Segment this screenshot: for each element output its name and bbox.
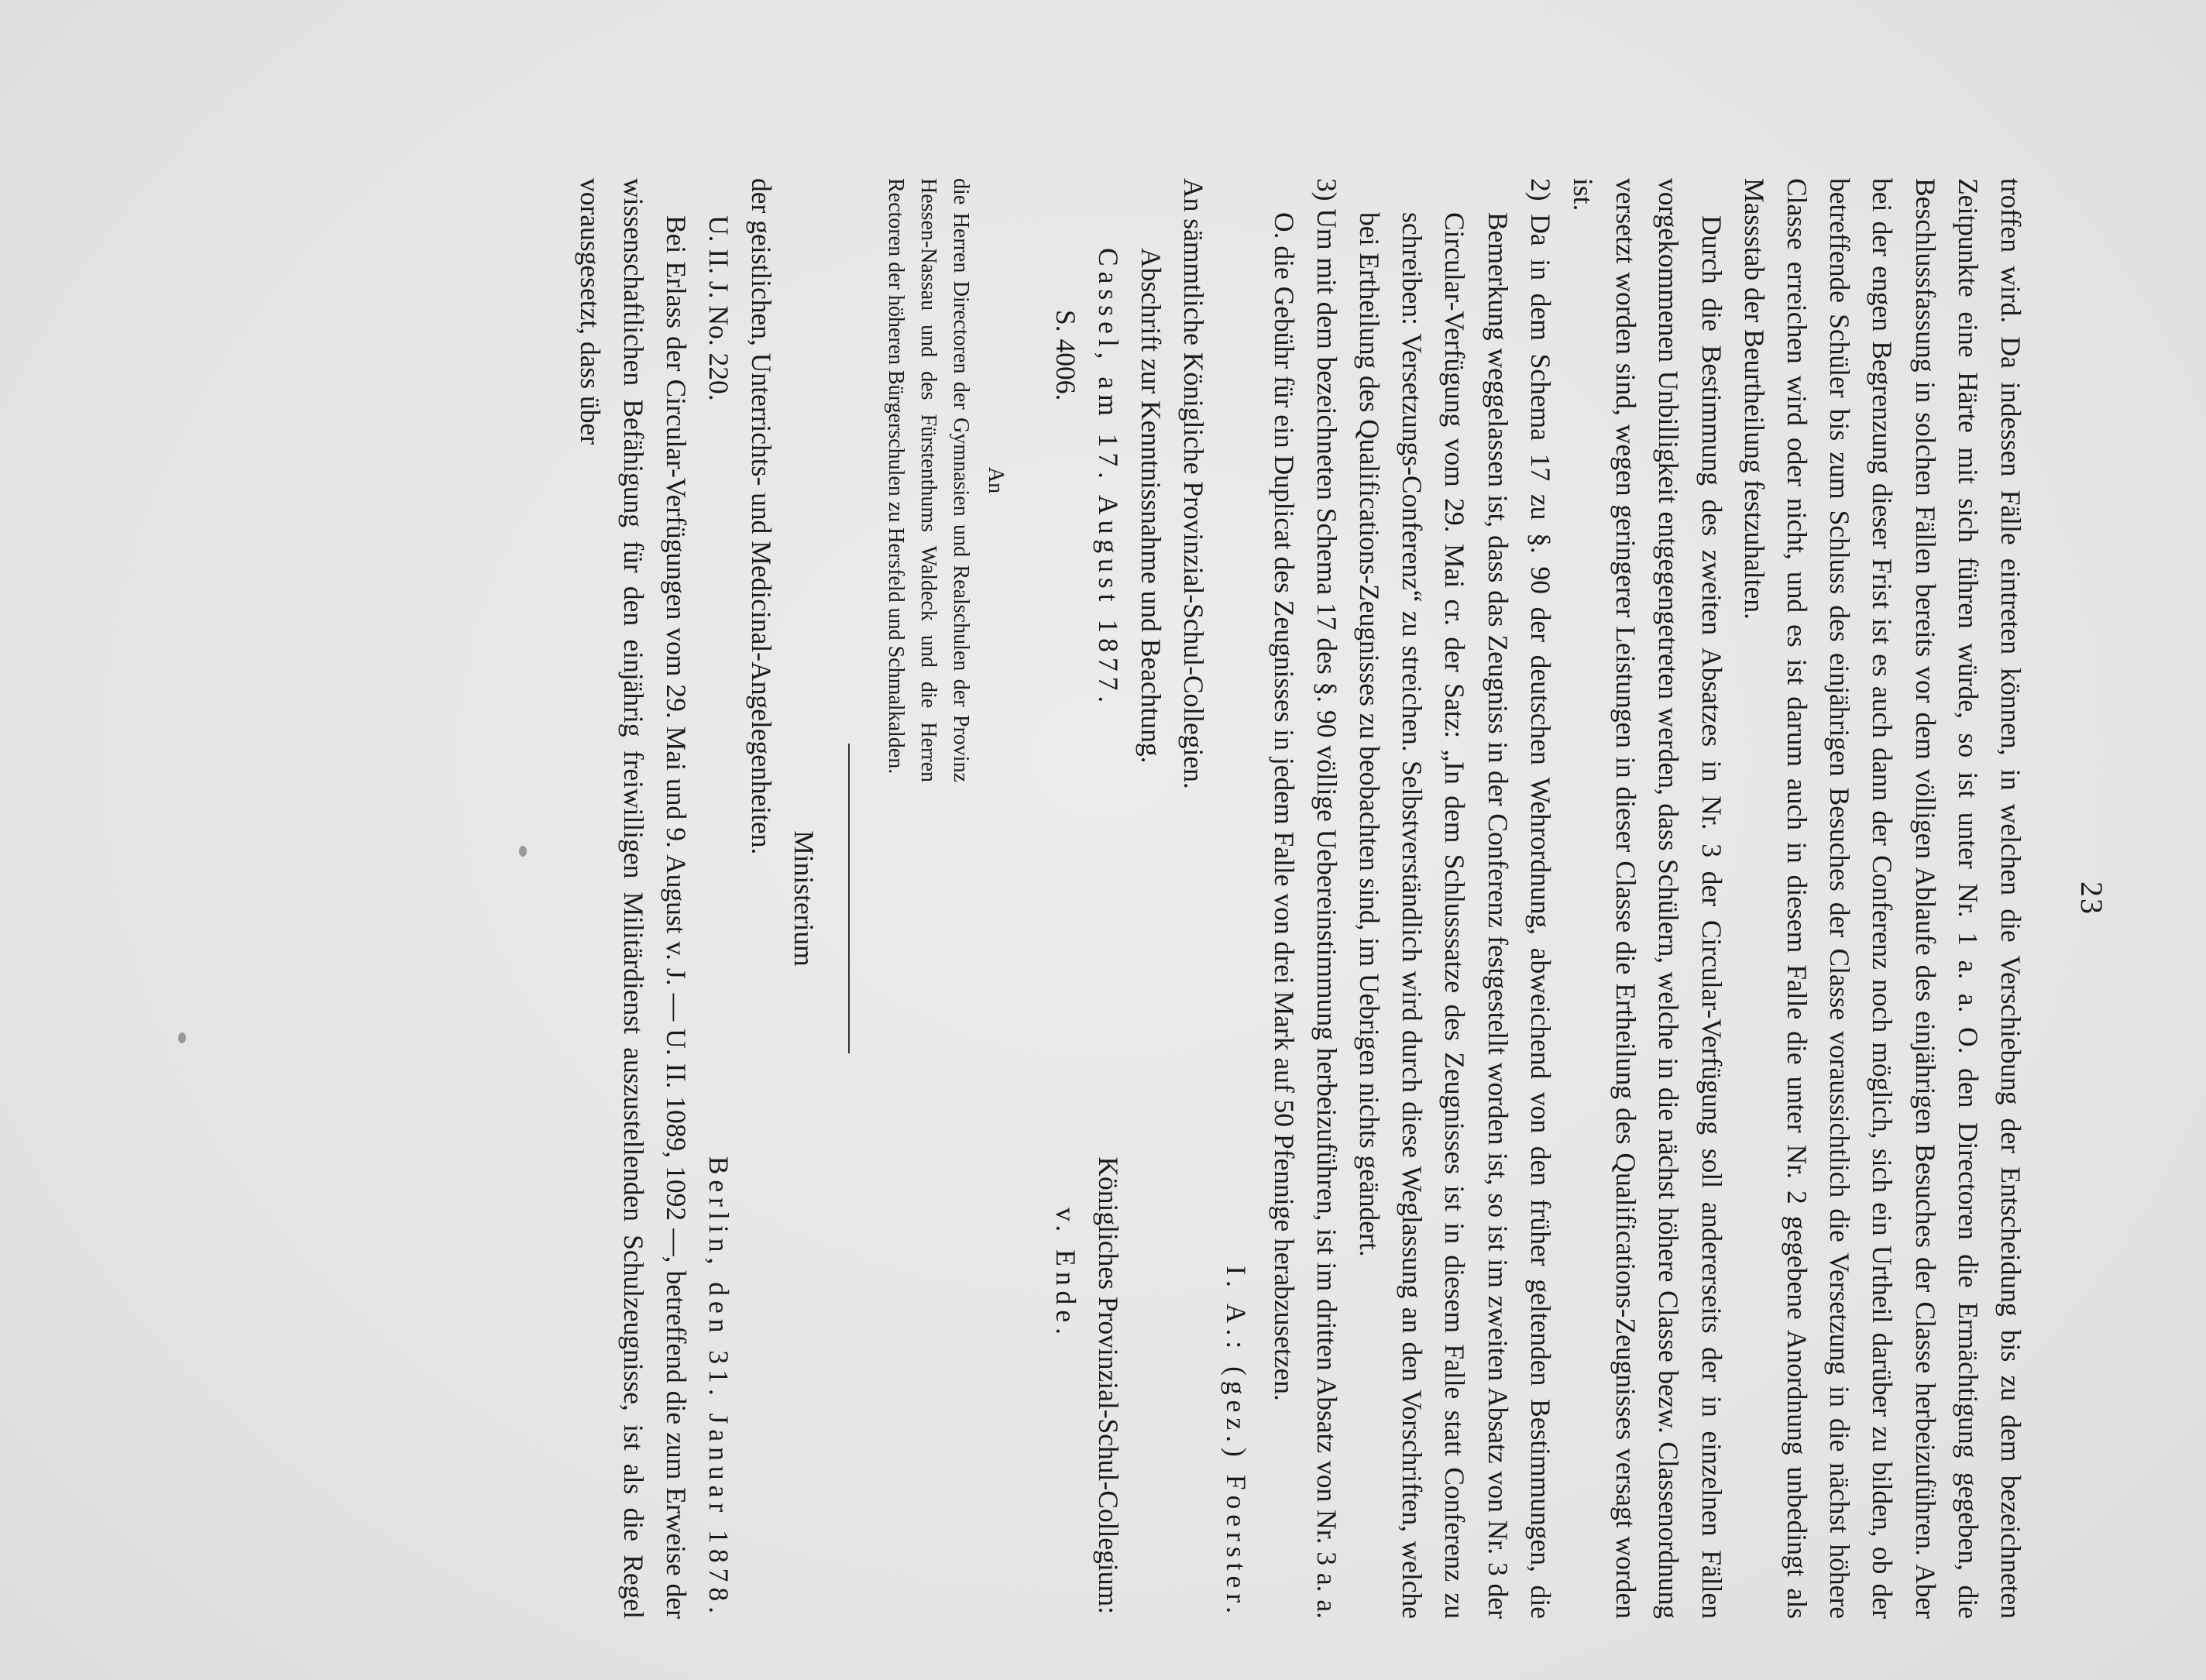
place-authority-row	[1087, 178, 1129, 1619]
place-date-berlin: Berlin, den 31. Januar 1878.	[703, 1156, 734, 1619]
place-date-cassel: Cassel, am 17. August 1877.	[1092, 248, 1124, 709]
ministry-title: Ministerium	[789, 830, 820, 967]
address-heading: An	[984, 466, 1009, 494]
paragraph-item-3: 3) Um mit dem bezeichneten Schema 17 des §. 90 völlige Uebereinstimmung herbeizuführen, ist im dritten Absatz von Nr. 3 a. a. O. die Gebühr für ein Duplicat des Zeugnisses in jedem Falle von drei Mark auf 50 Pfennige herabzusetzen.	[1268, 178, 1342, 1619]
ministry-full-name: der geistlichen, Unterrichts- und Medicinal-Angelegenheiten.	[746, 178, 778, 855]
copy-note: Abschrift zur Kenntnissnahme und Beachtung.	[1135, 248, 1167, 764]
address-block	[879, 178, 1008, 1619]
paragraph-item-2: 2) Da in dem Schema 17 zu §. 90 der deutschen Wehrordnung, abweichend von den früher geltenden Bestimmungen, die Bemerkung weggelassen ist, dass das Zeugniss in der Conferenz festgestellt worden ist, so ist im zweiten Absatz von Nr. 3 der Circular-Verfügung vom 29. Mai cr. der Satz: „In dem Schlusssatze des Zeugnisses ist in diesem Falle statt Conferenz zu schreiben: Versetzungs-Conferenz“ zu streichen. Selbstverständlich wird durch diese Weglassung an den Vorschriften, welche bei Ertheilung des Qualifications-Zeugnisses zu beobachten sind, im Uebrigen nichts geändert.	[1353, 178, 1556, 1619]
paragraph-2: Durch die Bestimmung des zweiten Absatzes in Nr. 3 der Circular-Verfügung soll andererseits der in einzelnen Fällen vorgekommenen Unbilligkeit entgegengetreten werden, dass Schülern, welche in die nächst höhere Classe bezw. Classenordnung versetzt worden sind, wegen geringerer Leistungen in dieser Classe die Ertheilung des Qualifications-Zeugnisses versagt worden ist.	[1567, 178, 1727, 1619]
reference-number-2: U. II. J. No. 220.	[703, 215, 734, 401]
address-text: die Herren Directoren der Gymnasien und Realschulen der Provinz Hessen-Nassau und des Fürstenthums Waldeck und die Herren Rectoren der höheren Bürgerschulen zu Hersfeld und Schmalkalden.	[884, 178, 974, 782]
section-divider	[848, 744, 850, 1053]
paragraph-5: Bei Erlass der Circular-Verfügungen vom 29. Mai und 9. August v. J. — U. II. 1089, 1092 —, betreffend die zum Erweise der wissenschaftlichen Befähigung für den einjährig freiwilligen Militärdienst auszustellenden Schulzeugnisse, ist als die Regel vorausgesetzt, dass über	[575, 178, 692, 1619]
signer-v-ende: v. Ende.	[1050, 1207, 1081, 1340]
document-page	[228, 178, 2110, 1619]
paragraph-1: troffen wird. Da indessen Fälle eintreten können, in welchen die Verschiebung der Entscheidung bis zu dem bezeichneten Zeitpunkte eine Härte mit sich führen würde, so ist unter Nr. 1 a. a. O. den Directoren die Ermächtigung gegeben, die Beschlussfassung in solchen Fällen bereits vor dem völligen Ablaufe des einjährigen Besuches der Classe herbeizuführen. Aber bei der engen Begrenzung dieser Frist ist es auch dann der Conferenz noch möglich, sich ein Urtheil darüber zu bilden, ob der betreffende Schüler bis zum Schluss des einjährigen Besuches der Classe voraussichtlich die Versetzung in die nächst höhere Classe erreichen wird oder nicht, und es ist darum auch in diesem Falle die unter Nr. 2 gegebene Anordnung unbedingt als Massstab der Beurtheilung festzuhalten.	[1738, 178, 2026, 1619]
reference-number-1: S. 4006.	[1050, 310, 1081, 401]
ref-signer-row	[1043, 178, 1086, 1619]
recipients-line: An sämmtliche Königliche Provinzial-Schul-Collegien.	[1178, 178, 1210, 789]
authority-signature: Königliches Provinzial-Schul-Collegium:	[1092, 1156, 1124, 1614]
page-number: 23	[2074, 881, 2109, 916]
ref-place-row	[697, 178, 740, 1619]
signature-foerster: I. A.: (gez.) Foerster.	[1221, 1266, 1252, 1619]
paper-speck	[178, 1032, 186, 1043]
